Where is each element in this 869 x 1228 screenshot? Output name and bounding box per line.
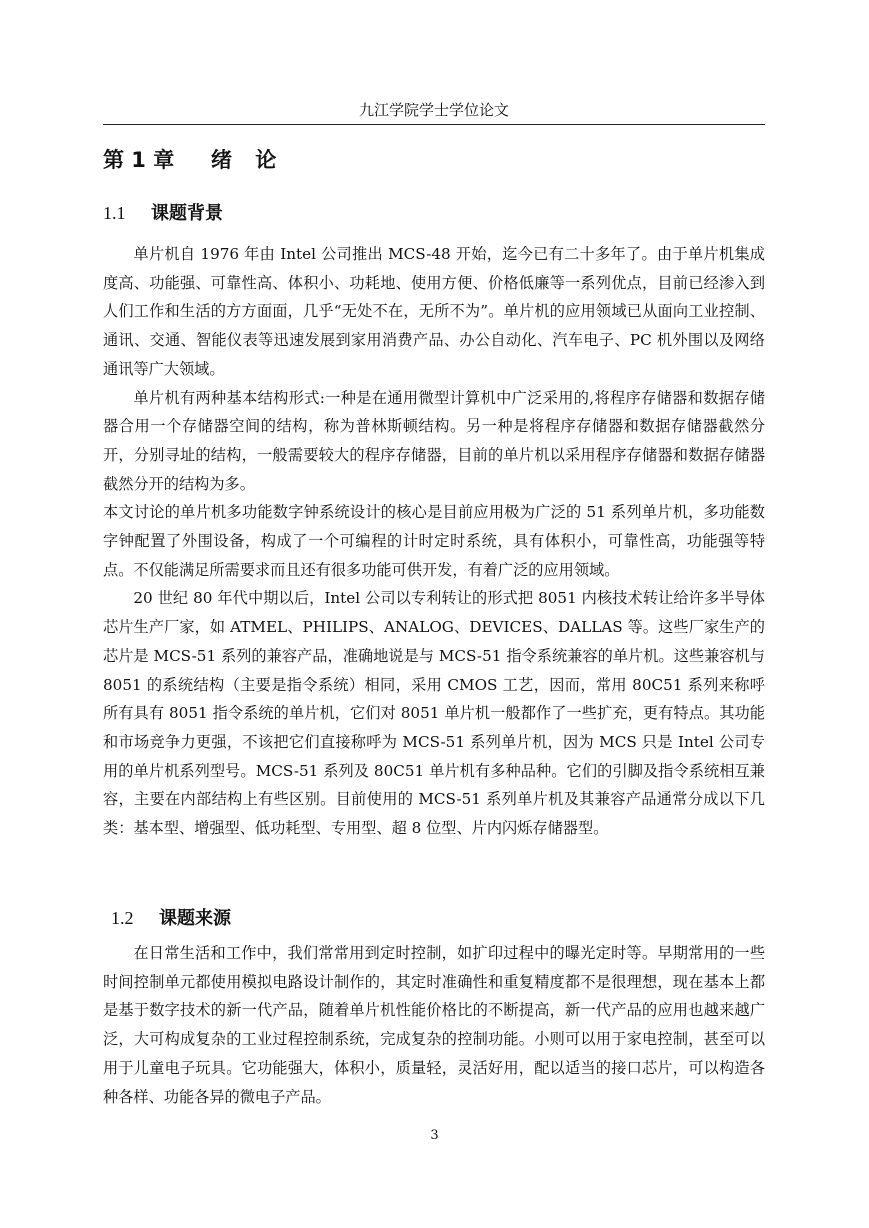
paragraph: 在日常生活和工作中，我们常常用到定时控制，如扩印过程中的曝光定时等。早期常用的一些时间控制单元都使用模拟电路设计制作的，其定时准确性和重复精度都不是很理想，现在基本上都是基于数字技术的新一代产品，随着单片机性能价格比的不断提高，新一代产品的应用也越来越广泛，大可构成复杂的工业过程控制系统，完成复杂的控制功能。小则可以用于家电控制，甚至可以用于儿童电子玩具。它功能强大，体积小，质量轻，灵活好用，配以适当的接口芯片，可以构造各种各样、功能各异的微电子产品。 <box>103 944 765 1106</box>
chapter-title: 绪 论 <box>211 148 285 172</box>
section-number: 1.1 <box>103 203 126 223</box>
paragraph: 单片机有两种基本结构形式:一种是在通用微型计算机中广泛采用的,将程序存储器和数据存储器合用一个存储器空间的结构，称为普林斯顿结构。另一种是将程序存储器和数据存储器截然分开，分别寻址的结构，一般需要较大的程序存储器，目前的单片机以采用程序存储器和数据存储器截然分开的结构为多。 <box>103 388 765 493</box>
paragraph: 单片机自 1976 年由 Intel 公司推出 MCS-48 开始，迄今已有二十多年了。由于单片机集成度高、功能强、可靠性高、体积小、功耗地、使用方便、价格低廉等一系列优点，目前已经渗入到人们工作和生活的方方面面，几乎“无处不在，无所不为”。单片机的应用领域已从面向工业控制、通讯、交通、智能仪表等迅速发展到家用消费产品、办公自动化、汽车电子、PC 机外围以及网络通讯等广大领域。 <box>103 245 765 378</box>
section-number: 1.2 <box>111 908 134 928</box>
section-heading-1-1 <box>103 198 223 229</box>
paragraph: 20 世纪 80 年代中期以后，Intel 公司以专利转让的形式把 8051 内核技术转让给许多半导体芯片生产厂家，如 ATMEL、PHILIPS、ANALOG、DEVICES、DALLAS 等。这些厂家生产的芯片是 MCS-51 系列的兼容产品，准确地说是与 MCS-51 指令系统兼容的单片机。这些兼容机与 8051 的系统结构（主要是指令系统）相同，采用 CMOS 工艺，因而，常用 80C51 系列来称呼所有具有 8051 指令系统的单片机，它们对 8051 单片机一般都作了一些扩充，更有特点。其功能和市场竞争力更强，不该把它们直接称呼为 MCS-51 系列单片机，因为 MCS 只是 Intel 公司专用的单片机系列型号。MCS-51 系列及 80C51 单片机有多种品种。它们的引脚及指令系统相互兼容，主要在内部结构上有些区别。目前使用的 MCS-51 系列单片机及其兼容产品通常分成以下几类：基本型、增强型、低功耗型、专用型、超 8 位型、片内闪烁存储器型。 <box>103 589 765 838</box>
section-heading-1-2 <box>111 903 231 934</box>
chapter-number: 第 1 章 <box>103 148 175 172</box>
page-number: 3 <box>430 1128 439 1143</box>
section-1-1-body <box>103 240 765 843</box>
section-1-2-body <box>103 939 765 1111</box>
header-rule <box>103 124 765 125</box>
paragraph: 本文讨论的单片机多功能数字钟系统设计的核心是目前应用极为广泛的 51 系列单片机，多功能数字钟配置了外围设备，构成了一个可编程的计时定时系统，具有体积小，可靠性高，功能强等特点。不仅能满足所需要求而且还有很多功能可供开发，有着广泛的应用领域。 <box>103 503 765 579</box>
section-title: 课题背景 <box>151 203 223 224</box>
running-header: 九江学院学士学位论文 <box>358 101 509 119</box>
chapter-heading <box>103 143 284 177</box>
section-title: 课题来源 <box>159 908 231 929</box>
